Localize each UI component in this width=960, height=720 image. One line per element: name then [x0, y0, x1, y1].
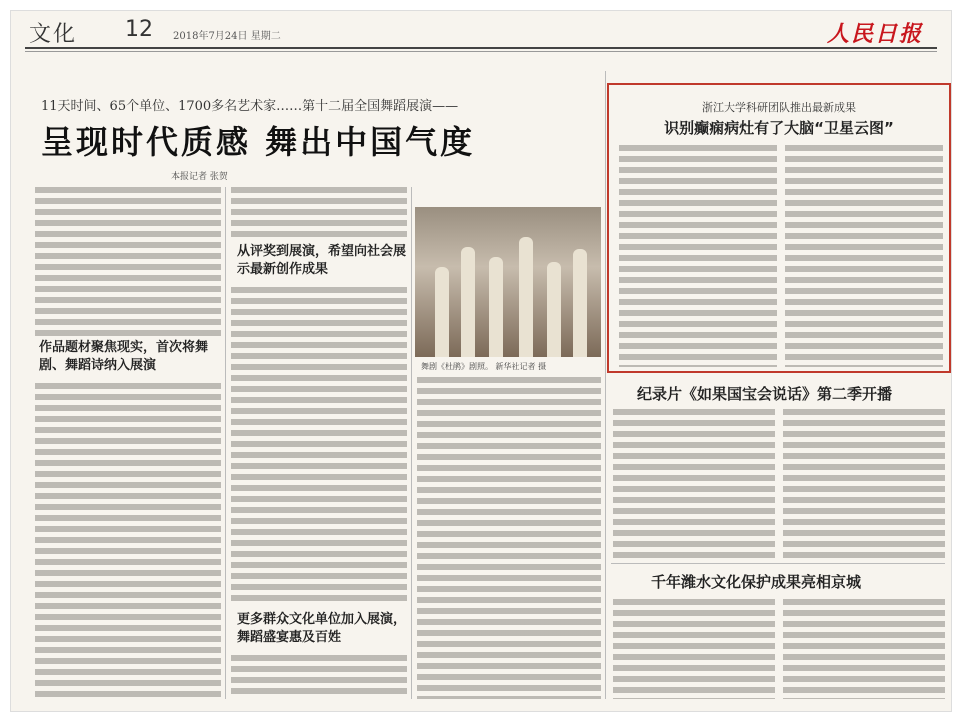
photo-caption: 舞剧《杜鹃》剧照。 新华社记者 摄 [421, 362, 547, 371]
story-headline-weishui: 千年潍水文化保护成果亮相京城 [651, 573, 862, 591]
section-name: 文化 [29, 22, 78, 47]
highlight-kicker: 浙江大学科研团队推出最新成果 [702, 101, 856, 114]
body-text-column [785, 145, 943, 367]
subhead-2: 从评奖到展演，希望向社会展示最新创作成果 [237, 244, 407, 277]
highlighted-article [607, 83, 951, 373]
newspaper-page [10, 10, 952, 712]
body-text-column [783, 409, 945, 559]
body-text-column [417, 377, 601, 699]
masthead [25, 17, 937, 45]
story-headline-documentary: 纪录片《如果国宝会说话》第二季开播 [637, 385, 893, 403]
body-text-column [613, 409, 775, 559]
dance-photo [415, 207, 601, 357]
dancer-figure [547, 262, 561, 357]
story-divider [611, 563, 945, 564]
subhead-3: 更多群众文化单位加入展演，舞蹈盛宴惠及百姓 [237, 612, 407, 645]
column-divider [605, 71, 606, 699]
highlight-headline: 识别癫痫病灶有了大脑“卫星云图” [664, 119, 894, 137]
page-number: 12 [125, 17, 153, 42]
body-text-column [35, 187, 221, 337]
dancer-figure [573, 249, 587, 357]
column-divider [225, 187, 226, 699]
body-text-column [35, 383, 221, 699]
body-text-column [231, 187, 407, 239]
body-text-column [783, 599, 945, 699]
dancer-figure [489, 257, 503, 357]
dancer-figure [519, 237, 533, 357]
masthead-rule [25, 47, 937, 49]
masthead-rule-thin [25, 51, 937, 52]
subhead-1: 作品题材聚焦现实，首次将舞剧、舞蹈诗纳入展演 [39, 340, 209, 373]
column-divider [411, 187, 412, 699]
issue-date: 2018年7月24日 星期二 [173, 31, 281, 42]
body-text-column [231, 655, 407, 699]
dancer-figure [461, 247, 475, 357]
body-text-column [231, 287, 407, 603]
body-text-column [613, 599, 775, 699]
newspaper-logo: 人民日报 [826, 21, 923, 47]
lead-byline: 本报记者 张贺 [171, 172, 228, 182]
body-text-column [619, 145, 777, 367]
lead-headline: 呈现时代质感 舞出中国气度 [41, 123, 476, 161]
dancer-figure [435, 267, 449, 357]
lead-kicker: 11天时间、65个单位、1700多名艺术家……第十二届全国舞蹈展演—— [41, 99, 459, 114]
